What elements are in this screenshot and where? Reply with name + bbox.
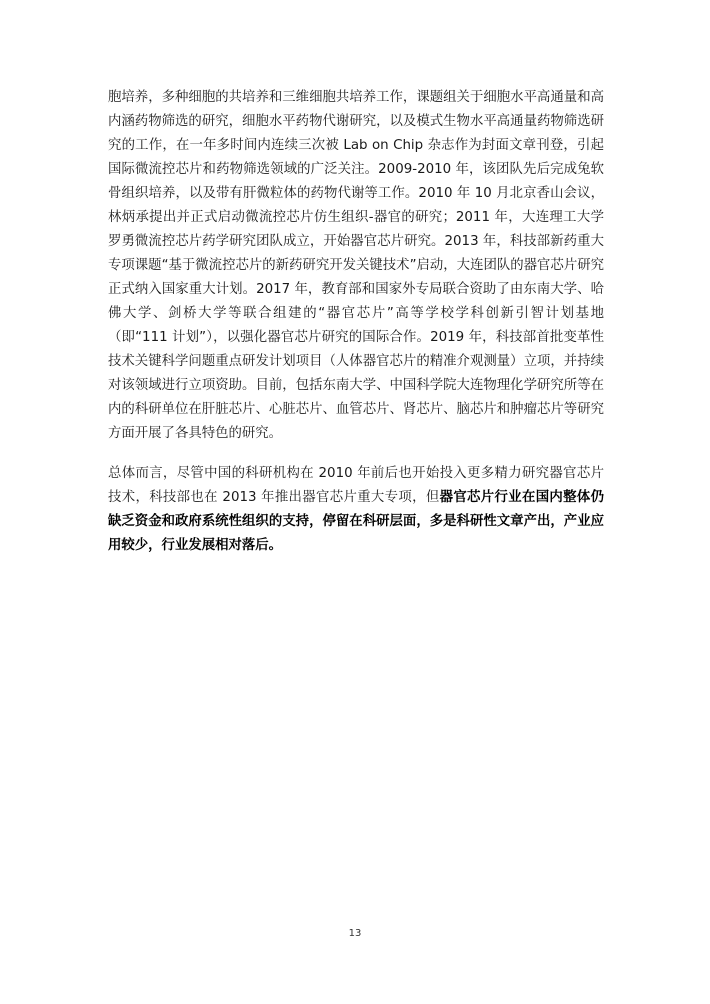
summary-text: 总体而言，尽管中国的科研机构在 2010 年前后也开始投入更多精力研究器官芯片技术，科技部也在 2013 年推出器官芯片重大专项，但 xyxy=(108,466,604,505)
summary-emphasis-text: 器官芯片行业在国内整体仍缺乏资金和政府系统性组织的支持，停留在科研层面，多是科研性文章产出，产业应用较少，行业发展相对落后。 xyxy=(108,490,605,553)
document-body xyxy=(108,86,604,558)
body-paragraph: 胞培养，多种细胞的共培养和三维细胞共培养工作，课题组关于细胞水平高通量和高内涵药物筛选的研究，细胞水平药物代谢研究，以及模式生物水平高通量药物筛选研究的工作，在一年多时间内连续三次被 Lab on Chip 杂志作为封面文章刊登，引起国际微流控芯片和药物筛选领域的广泛关注。2009-2010 年，该团队先后完成兔软骨组织培养，以及带有肝微粒体的药物代谢等工作。2010 年 10 月北京香山会议，林炳承提出并正式启动微流控芯片仿生组织-器官的研究；2011 年，大连理工大学罗勇微流控芯片药学研究团队成立，开始器官芯片研究。2013 年，科技部新药重大专项课题“基于微流控芯片的新药研究开发关键技术”启动，大连团队的器官芯片研究正式纳入国家重大计划。2017 年，教育部和国家外专局联合资助了由东南大学、哈佛大学、剑桥大学等联合组建的“器官芯片”高等学校学科创新引智计划基地（即“111 计划”），以强化器官芯片研究的国际合作。2019 年，科技部首批变革性技术关键科学问题重点研发计划项目（人体器官芯片的精准介观测量）立项，并持续对该领域进行立项资助。目前，包括东南大学、中国科学院大连物理化学研究所等在内的科研单位在肝脏芯片、心脏芯片、血管芯片、肾芯片、脑芯片和肿瘤芯片等研究方面开展了各具特色的研究。 xyxy=(108,90,604,441)
summary-paragraph xyxy=(108,462,604,558)
page-number: 13 xyxy=(348,928,362,939)
